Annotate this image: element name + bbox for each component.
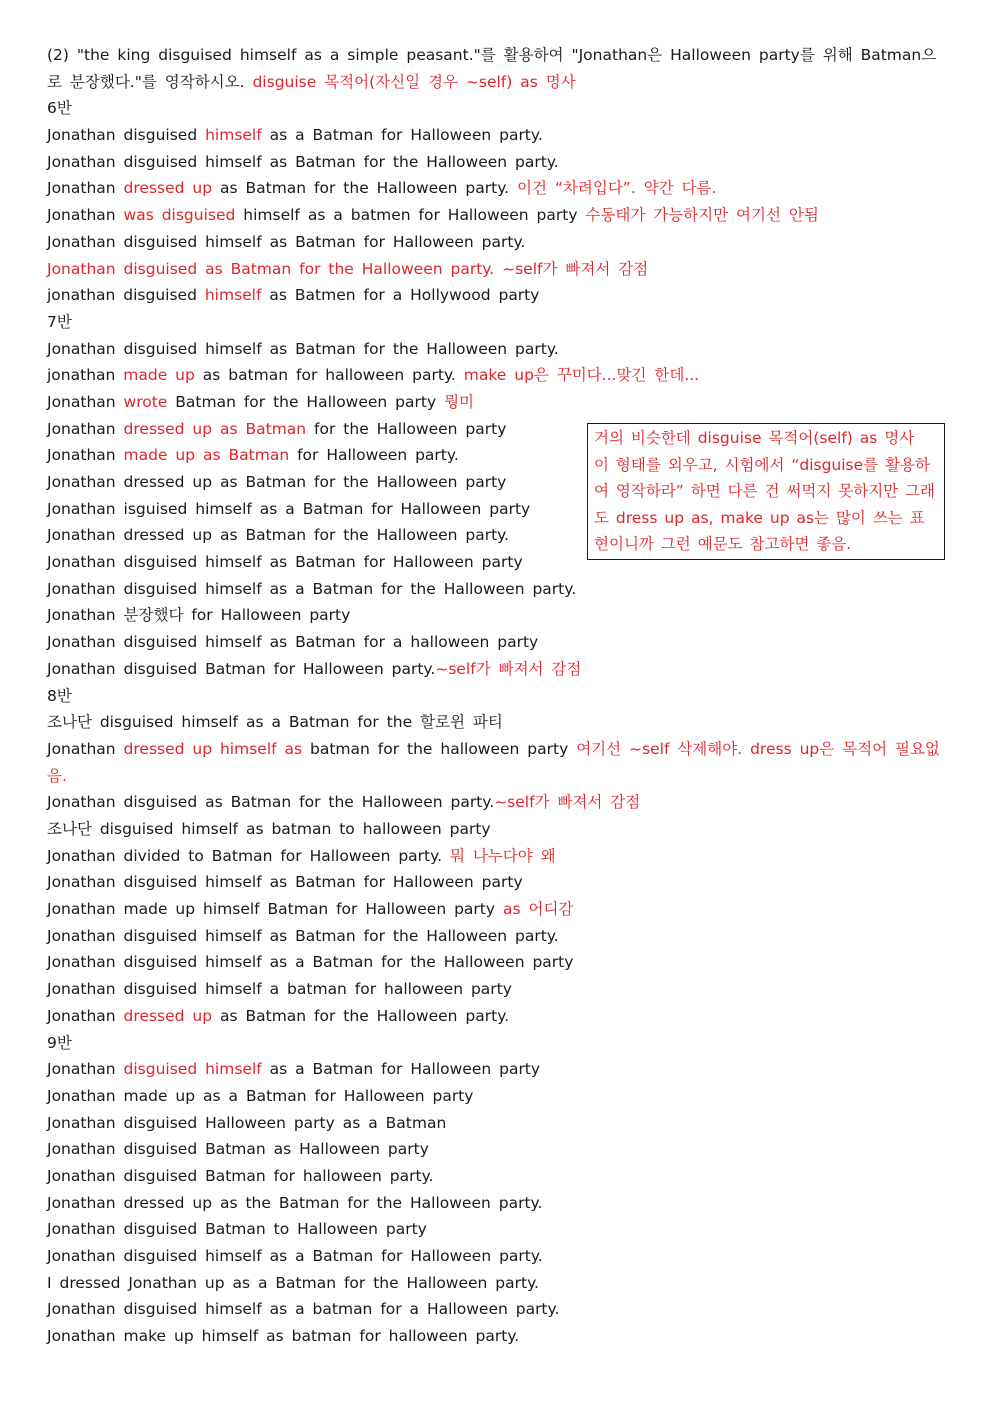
answer-text: Jonathan disguised himself as Batman for a halloween party — [47, 633, 539, 652]
correction-text: Jonathan disguised as Batman for the Halloween party. ~self가 빠져서 감점 — [47, 259, 649, 278]
answer-line — [47, 1216, 945, 1243]
answer-text: Jonathan — [47, 1006, 124, 1025]
answer-line — [47, 1270, 945, 1297]
answer-text: Jonathan — [47, 739, 124, 758]
class-section-heading — [47, 95, 945, 122]
answer-line — [47, 202, 945, 229]
correction-text: wrote — [123, 392, 168, 411]
answer-line — [47, 843, 945, 870]
answer-text: Jonathan divided to Batman for Halloween party. — [47, 846, 450, 865]
answer-text: for the Halloween party — [306, 419, 507, 438]
answer-line — [47, 976, 945, 1003]
answer-line — [47, 336, 945, 363]
answer-line — [47, 256, 945, 283]
correction-text: ~self가 빠져서 감점 — [494, 793, 641, 812]
answer-text: jonathan disguised — [47, 286, 205, 305]
answer-line — [47, 656, 945, 683]
answer-text: for Halloween party. — [289, 446, 459, 465]
answer-text: (2) "the king disguised himself as a simple peasant."를 활용하여 "Jonathan은 Halloween party를 위해 Batman으로 분장했다."를 영작하시오. — [47, 46, 937, 91]
correction-text: was disguised — [123, 206, 236, 225]
answer-line — [47, 923, 945, 950]
answer-text: 7반 — [47, 312, 72, 331]
correction-text: dressed up himself as — [123, 739, 303, 758]
correction-text: disguised himself — [123, 1060, 262, 1079]
answer-line — [47, 1190, 945, 1217]
correction-text: made up as Batman — [123, 446, 290, 465]
answer-line — [47, 149, 945, 176]
answer-line — [47, 389, 945, 416]
answer-line — [47, 816, 945, 843]
answer-line — [47, 362, 945, 389]
document-page — [47, 42, 945, 1350]
answer-text: batman for the halloween party — [302, 739, 577, 758]
answer-text: Jonathan dressed up as the Batman for the Halloween party. — [47, 1193, 543, 1212]
answer-line — [47, 282, 945, 309]
answer-text: Jonathan disguised himself a batman for halloween party — [47, 980, 512, 999]
answer-text: Jonathan make up himself as batman for halloween party. — [47, 1327, 520, 1346]
answer-text: Jonathan 분장했다 for Halloween party — [47, 606, 351, 625]
correction-text: dressed up as Batman — [123, 419, 307, 438]
answer-text: Jonathan disguised himself as Batman for Halloween party. — [47, 232, 526, 251]
answer-text: 조나단 disguised himself as batman to halloween party — [47, 820, 491, 838]
answer-list-part2 — [47, 789, 945, 1349]
answer-text: I dressed Jonathan up as a Batman for the Halloween party. — [47, 1273, 539, 1292]
answer-text: Jonathan disguised — [47, 126, 206, 145]
answer-text: Jonathan disguised himself as Batman for Halloween party — [47, 553, 523, 572]
answer-text: Jonathan disguised Batman for halloween party. — [47, 1166, 434, 1185]
answer-line — [47, 1003, 945, 1030]
answer-line — [47, 869, 945, 896]
correction-text: 뭥미 — [444, 392, 475, 411]
answer-text: as a Batman for Halloween party. — [261, 126, 543, 145]
class-section-heading — [47, 683, 945, 710]
correction-text: dressed up — [123, 179, 213, 198]
answer-line — [47, 949, 945, 976]
answer-text: Batman for the Halloween party — [167, 392, 445, 411]
correction-text: himself — [204, 286, 262, 305]
answer-text: 6반 — [47, 99, 72, 118]
answer-line — [47, 175, 945, 202]
correction-text: made up — [123, 366, 195, 385]
correction-text: disguise 목적어(자신일 경우 ~self) as 명사 — [252, 72, 576, 91]
answer-text: Jonathan — [47, 1060, 124, 1079]
answer-line — [47, 1296, 945, 1323]
answer-line — [47, 1083, 945, 1110]
teacher-note-box — [587, 423, 945, 560]
correction-text: 수동태가 가능하지만 여기선 안됨 — [585, 206, 819, 225]
answer-line — [47, 1163, 945, 1190]
answer-text: Jonathan — [47, 179, 124, 198]
answer-text: Jonathan disguised himself as Batman for the Halloween party. — [47, 152, 559, 171]
answer-text: 9반 — [47, 1033, 72, 1052]
answer-list-part1 — [47, 95, 945, 736]
answer-line — [47, 602, 945, 629]
answer-line — [47, 629, 945, 656]
correction-text: ~self가 빠져서 감점 — [435, 659, 582, 678]
answer-line — [47, 1110, 945, 1137]
answer-text: Jonathan isguised himself as a Batman for Halloween party — [47, 499, 531, 518]
answer-text: jonathan — [47, 366, 124, 385]
answer-text: as a Batman for Halloween party — [261, 1060, 541, 1079]
answer-text: Jonathan — [47, 392, 124, 411]
answer-line — [47, 789, 945, 816]
correction-text: as 어디감 — [502, 900, 574, 919]
answer-text: Jonathan disguised himself as a Batman for the Halloween party. — [47, 579, 577, 598]
answer-text: Jonathan disguised himself as a Batman for the Halloween party — [47, 953, 574, 972]
answer-text: Jonathan disguised Batman as Halloween party — [47, 1140, 429, 1159]
correction-text: himself — [205, 126, 262, 145]
answer-text: 8반 — [47, 686, 72, 705]
answer-text: Jonathan dressed up as Batman for the Halloween party. — [47, 526, 510, 545]
question-prompt — [47, 42, 945, 95]
answer-line — [47, 576, 945, 603]
answer-text: Jonathan disguised Batman for Halloween party. — [47, 659, 436, 678]
answer-line — [47, 1056, 945, 1083]
correction-text: dressed up — [123, 1006, 213, 1025]
answer-text: Jonathan — [47, 446, 124, 465]
answer-line — [47, 1136, 945, 1163]
teacher-note-text: 거의 비슷한데 disguise 목적어(self) as 명사 이 형태를 외우고, 시험에서 “disguise를 활용하여 영작하라” 하면 다른 건 써먹지 못하지만 그래도 dress up as, make up as는 많이 쓰는 표현이니까 그런 예문도 참고하면 좋음. — [594, 429, 936, 554]
correction-text: 뭐 나누다야 왜 — [449, 846, 556, 865]
answer-text: Jonathan disguised himself as Batman for the Halloween party. — [47, 926, 559, 945]
answer-text: Jonathan disguised himself as a batman for a Halloween party. — [47, 1300, 560, 1319]
answer-text: as Batmen for a Hollywood party — [261, 286, 540, 305]
answer-text: Jonathan disguised himself as Batman for the Halloween party. — [47, 339, 559, 358]
answer-line — [47, 1323, 945, 1350]
correction-text: 여기선 ~self 삭제해야. dress up은 목적어 필요없음. — [47, 739, 940, 785]
answer-text: Jonathan disguised Batman to Halloween party — [47, 1220, 427, 1239]
correction-text: make up은 꾸미다...맞긴 한데... — [463, 366, 700, 385]
answer-text: Jonathan disguised as Batman for the Halloween party. — [47, 793, 495, 812]
answer-line — [47, 122, 945, 149]
answer-line — [47, 229, 945, 256]
answer-text: as Batman for the Halloween party. — [212, 179, 518, 198]
class-section-heading — [47, 1030, 945, 1057]
class-section-heading — [47, 309, 945, 336]
correction-text: 이건 “차려입다”. 약간 다름. — [517, 179, 717, 198]
answer-text: as Batman for the Halloween party. — [212, 1006, 510, 1025]
answer-text: 조나단 disguised himself as a Batman for the 할로윈 파티 — [47, 713, 503, 732]
answer-text: Jonathan — [47, 419, 124, 438]
answer-text: Jonathan disguised himself as Batman for Halloween party — [47, 873, 523, 892]
answer-text: as batman for halloween party. — [194, 366, 464, 385]
answer-text: Jonathan — [47, 206, 124, 225]
answer-text: Jonathan disguised himself as a Batman for Halloween party. — [47, 1247, 543, 1265]
answer-line-wrapped — [47, 736, 945, 789]
answer-text: Jonathan disguised Halloween party as a Batman — [47, 1113, 447, 1132]
answer-line — [47, 1243, 945, 1270]
answer-text: Jonathan made up as a Batman for Halloween party — [47, 1086, 474, 1105]
answer-line — [47, 709, 945, 736]
answer-text: himself as a batmen for Halloween party — [235, 206, 586, 225]
answer-text: Jonathan made up himself Batman for Halloween party — [47, 900, 503, 919]
answer-line — [47, 896, 945, 923]
answer-text: Jonathan dressed up as Batman for the Halloween party — [47, 473, 507, 492]
